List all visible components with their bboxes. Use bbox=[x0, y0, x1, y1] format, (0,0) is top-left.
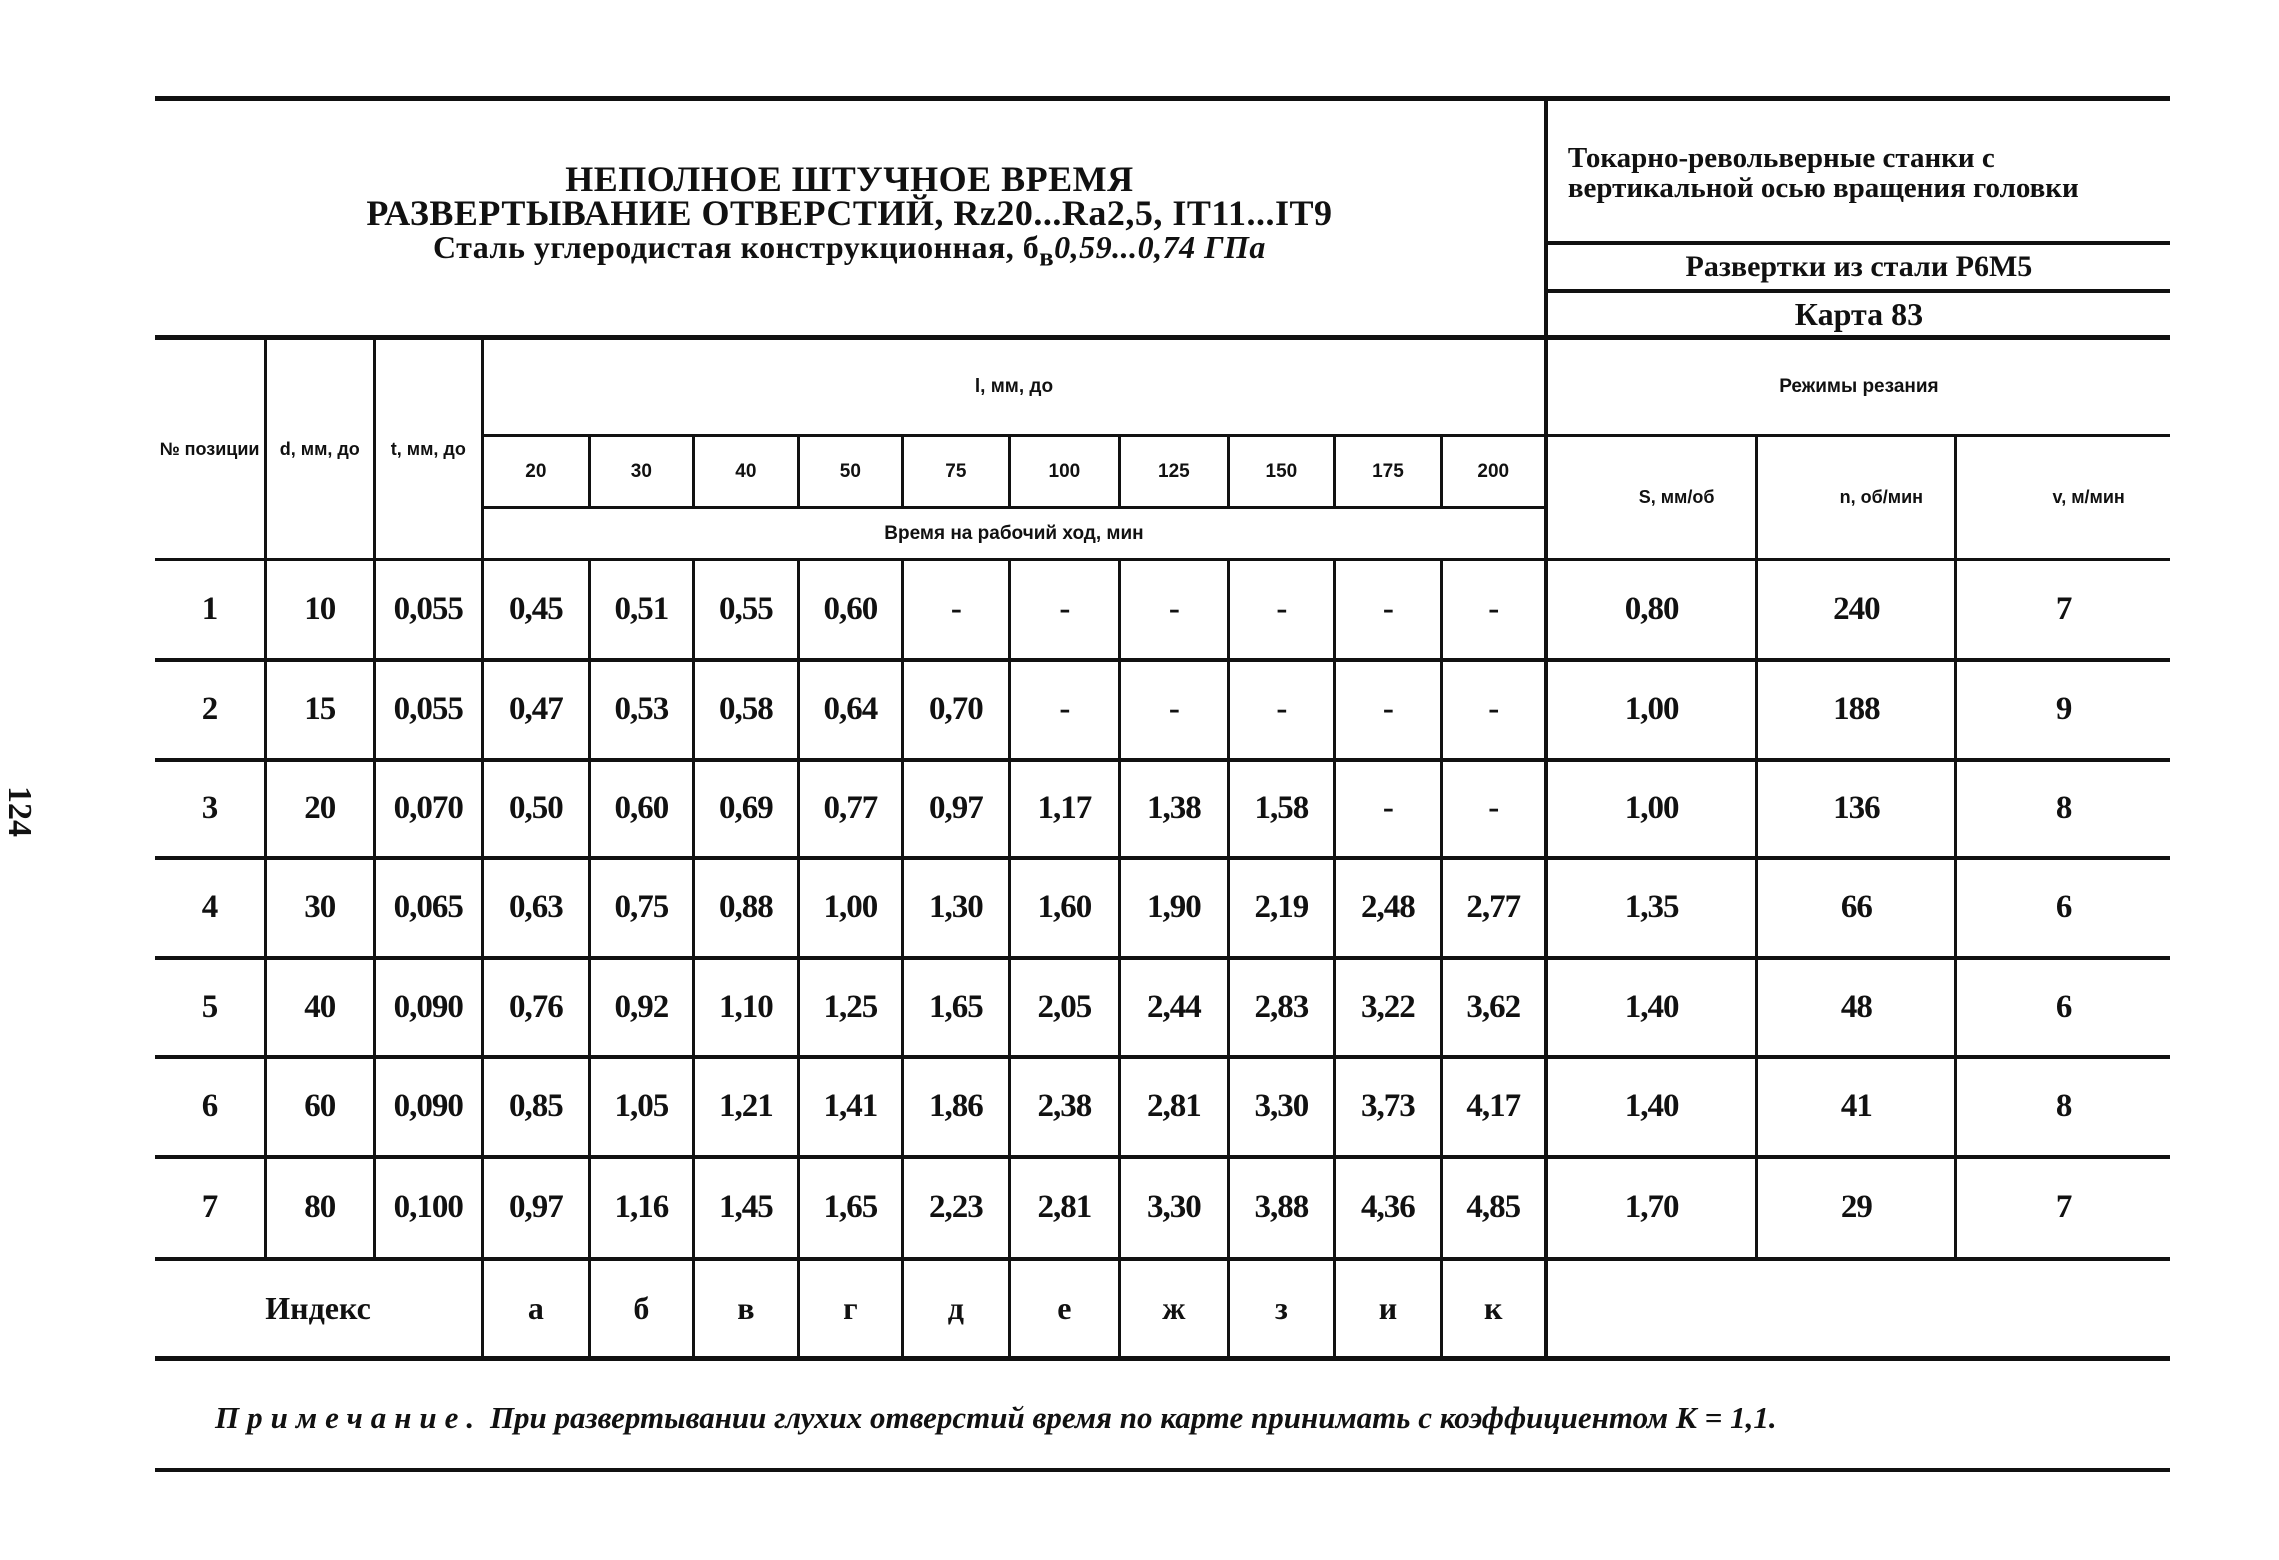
footnote-prefix: Примечание. bbox=[215, 1400, 483, 1435]
cell-speed-n: 188 bbox=[1757, 660, 1956, 760]
cell-time: 0,88 bbox=[694, 858, 799, 958]
cell-position: 5 bbox=[155, 958, 266, 1057]
cell-position: 1 bbox=[155, 560, 266, 660]
cell-time: 1,41 bbox=[798, 1057, 903, 1157]
cell-time: 0,63 bbox=[483, 858, 590, 958]
cell-time: - bbox=[1120, 660, 1229, 760]
table-row bbox=[155, 958, 2170, 1057]
material-label: Сталь углеродистая конструкционная, б bbox=[432, 229, 1040, 266]
material-subscript: в bbox=[1039, 241, 1055, 272]
cell-time: 2,83 bbox=[1228, 958, 1335, 1057]
cell-time: - bbox=[1441, 760, 1546, 858]
table-row bbox=[155, 1157, 2170, 1259]
cell-time: 3,88 bbox=[1228, 1157, 1335, 1259]
cell-time: 4,17 bbox=[1441, 1057, 1546, 1157]
cell-d: 30 bbox=[266, 858, 375, 958]
cell-time: 0,85 bbox=[483, 1057, 590, 1157]
l-value-header: 50 bbox=[798, 436, 903, 508]
cell-time: 0,70 bbox=[903, 660, 1010, 760]
col-n-header: n, об/мин bbox=[1757, 436, 1956, 560]
cell-time: - bbox=[1335, 660, 1442, 760]
index-row bbox=[155, 1259, 2170, 1359]
cell-time: 1,58 bbox=[1228, 760, 1335, 858]
cell-time: 2,81 bbox=[1009, 1157, 1120, 1259]
cell-time: - bbox=[1441, 560, 1546, 660]
cell-speed-v: 8 bbox=[1956, 1057, 2170, 1157]
cell-time: 3,30 bbox=[1228, 1057, 1335, 1157]
cell-time: 0,60 bbox=[798, 560, 903, 660]
cell-time: 1,90 bbox=[1120, 858, 1229, 958]
cell-t: 0,055 bbox=[374, 560, 483, 660]
index-letter: и bbox=[1335, 1259, 1442, 1359]
l-value-header: 200 bbox=[1441, 436, 1546, 508]
cell-time: 2,48 bbox=[1335, 858, 1442, 958]
title-line-1: НЕПОЛНОЕ ШТУЧНОЕ ВРЕМЯ bbox=[565, 159, 1134, 200]
cell-time: 3,30 bbox=[1120, 1157, 1229, 1259]
cell-t: 0,090 bbox=[374, 958, 483, 1057]
footnote-text: При развертывании глухих отверстий время по карте принимать с коэффициентом К = 1,1. bbox=[482, 1400, 1777, 1435]
cell-speed-v: 8 bbox=[1956, 760, 2170, 858]
cell-time: 1,00 bbox=[798, 858, 903, 958]
cell-time: 1,38 bbox=[1120, 760, 1229, 858]
index-letter: в bbox=[694, 1259, 799, 1359]
cell-feed: 0,80 bbox=[1546, 560, 1757, 660]
index-letter: ж bbox=[1120, 1259, 1229, 1359]
norms-table bbox=[155, 96, 2170, 1361]
cell-time: 2,19 bbox=[1228, 858, 1335, 958]
cell-time: 0,64 bbox=[798, 660, 903, 760]
title-line-3 bbox=[155, 230, 1544, 273]
table-row bbox=[155, 560, 2170, 660]
cell-time: - bbox=[1228, 660, 1335, 760]
cell-d: 60 bbox=[266, 1057, 375, 1157]
index-row-empty bbox=[1546, 1259, 2170, 1359]
cell-time: 1,25 bbox=[798, 958, 903, 1057]
table-row bbox=[155, 760, 2170, 858]
l-value-header: 150 bbox=[1228, 436, 1335, 508]
cell-time: 1,60 bbox=[1009, 858, 1120, 958]
cell-time: 2,77 bbox=[1441, 858, 1546, 958]
cell-time: 3,73 bbox=[1335, 1057, 1442, 1157]
cell-d: 40 bbox=[266, 958, 375, 1057]
cell-time: - bbox=[1228, 560, 1335, 660]
l-value-header: 30 bbox=[589, 436, 694, 508]
card-number: Карта 83 bbox=[1546, 291, 2170, 338]
col-s-header: S, мм/об bbox=[1546, 436, 1757, 560]
cell-position: 3 bbox=[155, 760, 266, 858]
cell-speed-v: 7 bbox=[1956, 560, 2170, 660]
cell-time: 0,60 bbox=[589, 760, 694, 858]
cell-time: 3,62 bbox=[1441, 958, 1546, 1057]
cell-time: 1,65 bbox=[903, 958, 1010, 1057]
cell-d: 20 bbox=[266, 760, 375, 858]
index-letter: к bbox=[1441, 1259, 1546, 1359]
cell-time: - bbox=[1441, 660, 1546, 760]
col-t-header: t, мм, до bbox=[374, 338, 483, 560]
cell-time: - bbox=[903, 560, 1010, 660]
cell-feed: 1,35 bbox=[1546, 858, 1757, 958]
tool-material: Развертки из стали Р6М5 bbox=[1546, 243, 2170, 291]
cell-feed: 1,70 bbox=[1546, 1157, 1757, 1259]
cell-time: 0,97 bbox=[903, 760, 1010, 858]
cell-feed: 1,40 bbox=[1546, 1057, 1757, 1157]
l-value-header: 100 bbox=[1009, 436, 1120, 508]
cell-time: 1,05 bbox=[589, 1057, 694, 1157]
title-block bbox=[155, 99, 1546, 338]
cell-t: 0,065 bbox=[374, 858, 483, 958]
cell-speed-n: 240 bbox=[1757, 560, 1956, 660]
cell-time: 0,76 bbox=[483, 958, 590, 1057]
col-v-header: v, м/мин bbox=[1956, 436, 2170, 560]
cell-d: 15 bbox=[266, 660, 375, 760]
machine-block bbox=[1546, 99, 2170, 244]
col-d-header: d, мм, до bbox=[266, 338, 375, 560]
cell-time: 0,69 bbox=[694, 760, 799, 858]
cell-speed-n: 48 bbox=[1757, 958, 1956, 1057]
table-row bbox=[155, 1057, 2170, 1157]
index-letter: б bbox=[589, 1259, 694, 1359]
col-l-group-header: l, мм, до bbox=[483, 338, 1546, 436]
l-value-header: 20 bbox=[483, 436, 590, 508]
cell-feed: 1,00 bbox=[1546, 660, 1757, 760]
cell-time: 4,36 bbox=[1335, 1157, 1442, 1259]
time-per-pass-label: Время на рабочий ход, мин bbox=[483, 508, 1546, 560]
cell-speed-n: 29 bbox=[1757, 1157, 1956, 1259]
table-row bbox=[155, 660, 2170, 760]
cell-time: 0,50 bbox=[483, 760, 590, 858]
cell-time: 1,21 bbox=[694, 1057, 799, 1157]
cell-time: 1,65 bbox=[798, 1157, 903, 1259]
cell-t: 0,100 bbox=[374, 1157, 483, 1259]
cell-time: 2,05 bbox=[1009, 958, 1120, 1057]
cell-speed-n: 41 bbox=[1757, 1057, 1956, 1157]
cell-position: 6 bbox=[155, 1057, 266, 1157]
cell-time: 0,92 bbox=[589, 958, 694, 1057]
cell-time: 1,16 bbox=[589, 1157, 694, 1259]
cell-time: 1,30 bbox=[903, 858, 1010, 958]
cell-d: 10 bbox=[266, 560, 375, 660]
index-letter: а bbox=[483, 1259, 590, 1359]
cell-time: 0,47 bbox=[483, 660, 590, 760]
cell-position: 7 bbox=[155, 1157, 266, 1259]
cell-time: - bbox=[1335, 560, 1442, 660]
l-value-header: 75 bbox=[903, 436, 1010, 508]
cell-time: 2,81 bbox=[1120, 1057, 1229, 1157]
cell-time: 1,10 bbox=[694, 958, 799, 1057]
cell-time: 4,85 bbox=[1441, 1157, 1546, 1259]
cell-time: 1,17 bbox=[1009, 760, 1120, 858]
strength-range: 0,59...0,74 ГПа bbox=[1054, 229, 1266, 266]
cell-position: 2 bbox=[155, 660, 266, 760]
page-number: 124 bbox=[1, 786, 38, 837]
cell-time: 3,22 bbox=[1335, 958, 1442, 1057]
cell-feed: 1,40 bbox=[1546, 958, 1757, 1057]
cell-position: 4 bbox=[155, 858, 266, 958]
cell-speed-v: 7 bbox=[1956, 1157, 2170, 1259]
cell-speed-v: 6 bbox=[1956, 858, 2170, 958]
cell-time: 0,51 bbox=[589, 560, 694, 660]
cell-speed-n: 136 bbox=[1757, 760, 1956, 858]
title-line-2: РАЗВЕРТЫВАНИЕ ОТВЕРСТИЙ, Rz20...Ra2,5, IT11...IT9 bbox=[366, 193, 1333, 234]
cell-speed-n: 66 bbox=[1757, 858, 1956, 958]
col-position-header: № позиции bbox=[155, 338, 266, 560]
footnote bbox=[215, 1400, 1777, 1436]
modes-group-header: Режимы резания bbox=[1546, 338, 2170, 436]
cell-feed: 1,00 bbox=[1546, 760, 1757, 858]
cell-t: 0,070 bbox=[374, 760, 483, 858]
cell-speed-v: 9 bbox=[1956, 660, 2170, 760]
norm-card bbox=[155, 96, 2170, 1361]
cell-time: 0,77 bbox=[798, 760, 903, 858]
cell-time: 2,44 bbox=[1120, 958, 1229, 1057]
bottom-divider bbox=[155, 1468, 2170, 1472]
machine-type: Токарно-револьверные станки с вертикальной осью вращения головки bbox=[1567, 142, 2079, 204]
cell-time: 0,75 bbox=[589, 858, 694, 958]
cell-time: - bbox=[1009, 660, 1120, 760]
cell-time: - bbox=[1009, 560, 1120, 660]
cell-t: 0,055 bbox=[374, 660, 483, 760]
index-label: Индекс bbox=[155, 1259, 483, 1359]
index-letter: г bbox=[798, 1259, 903, 1359]
cell-time: 0,45 bbox=[483, 560, 590, 660]
index-letter: е bbox=[1009, 1259, 1120, 1359]
cell-time: 1,86 bbox=[903, 1057, 1010, 1157]
cell-d: 80 bbox=[266, 1157, 375, 1259]
cell-time: 1,45 bbox=[694, 1157, 799, 1259]
cell-time: - bbox=[1335, 760, 1442, 858]
index-letter: д bbox=[903, 1259, 1010, 1359]
cell-speed-v: 6 bbox=[1956, 958, 2170, 1057]
index-letter: з bbox=[1228, 1259, 1335, 1359]
cell-time: 0,58 bbox=[694, 660, 799, 760]
cell-time: - bbox=[1120, 560, 1229, 660]
cell-time: 0,97 bbox=[483, 1157, 590, 1259]
cell-time: 0,55 bbox=[694, 560, 799, 660]
l-value-header: 175 bbox=[1335, 436, 1442, 508]
cell-t: 0,090 bbox=[374, 1057, 483, 1157]
cell-time: 0,53 bbox=[589, 660, 694, 760]
cell-time: 2,23 bbox=[903, 1157, 1010, 1259]
cell-time: 2,38 bbox=[1009, 1057, 1120, 1157]
l-value-header: 40 bbox=[694, 436, 799, 508]
table-row bbox=[155, 858, 2170, 958]
l-value-header: 125 bbox=[1120, 436, 1229, 508]
